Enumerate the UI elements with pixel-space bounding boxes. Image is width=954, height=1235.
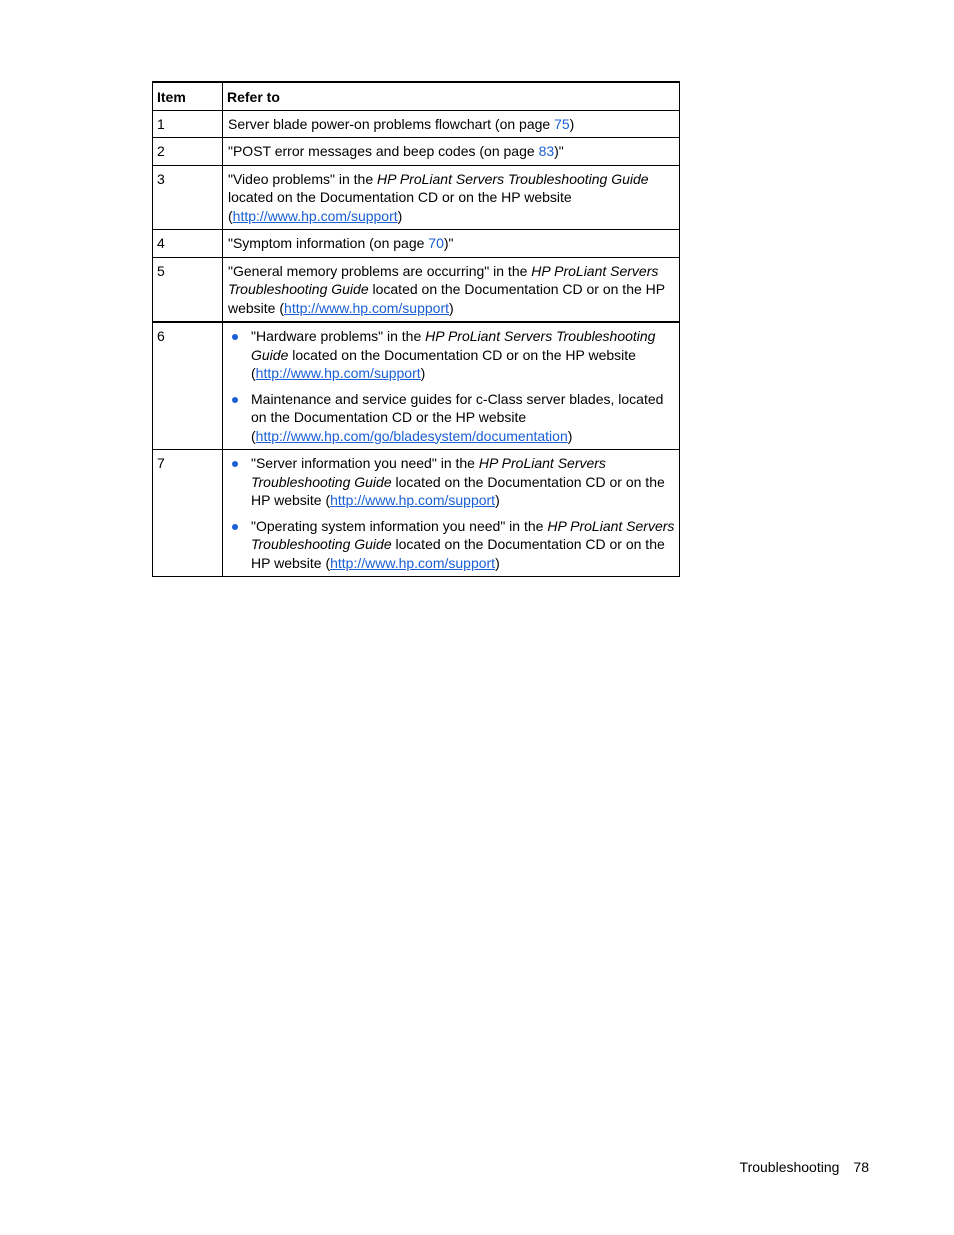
row-reference: [223, 257, 680, 322]
row-reference: [223, 110, 680, 138]
ref-text: ): [569, 115, 575, 132]
table-header-row: [153, 82, 680, 110]
row-reference: [223, 450, 680, 577]
ref-text: ): [567, 427, 573, 444]
ref-text: ): [397, 207, 403, 224]
row-item-number: 4: [153, 230, 223, 258]
footer-section-title: Troubleshooting: [739, 1159, 840, 1175]
row-item-number: 3: [153, 165, 223, 230]
support-link[interactable]: http://www.hp.com/support: [330, 554, 496, 571]
bullet-icon: [232, 334, 238, 340]
table-row: [153, 165, 680, 230]
bullet-icon: [232, 461, 238, 467]
ref-text: ): [420, 365, 426, 381]
guide-title: HP ProLiant Servers Troubleshooting Guide: [251, 328, 656, 363]
row-item-number: 6: [153, 322, 223, 450]
row-item-number: 5: [153, 257, 223, 322]
ref-text: Server blade power-on problems flowchart (on page: [228, 115, 555, 132]
support-link[interactable]: http://www.hp.com/support: [255, 365, 421, 381]
table-row: [153, 230, 680, 258]
page-footer: [740, 1158, 869, 1177]
row-reference: [223, 230, 680, 258]
reference-table: [152, 81, 680, 577]
ref-text: "Hardware problems" in the: [251, 328, 426, 344]
ref-text: "General memory problems are occurring" in the: [228, 262, 532, 279]
bullet-list: [228, 327, 675, 445]
ref-text: ): [495, 492, 500, 508]
bullet-list: [228, 454, 675, 572]
footer-page-number: 78: [853, 1159, 869, 1175]
guide-title: HP ProLiant Servers Troubleshooting Guide: [377, 170, 649, 187]
table-row: [153, 257, 680, 322]
guide-title: HP ProLiant Servers Troubleshooting Guide: [228, 262, 659, 297]
page-link[interactable]: 75: [554, 115, 570, 132]
page-link[interactable]: 70: [428, 235, 444, 251]
row-reference: [223, 138, 680, 166]
ref-text: located on the Documentation CD or on the HP website (: [251, 346, 636, 381]
support-link[interactable]: http://www.hp.com/support: [284, 299, 449, 316]
guide-title: HP ProLiant Servers Troubleshooting Guide: [251, 517, 675, 552]
ref-text: located on the Documentation CD or on the HP website (: [251, 536, 665, 571]
ref-text: "Operating system information you need" in the: [251, 517, 548, 534]
ref-text: "Video problems" in the: [228, 170, 377, 187]
header-refer-to: Refer to: [223, 82, 680, 110]
list-item: [228, 454, 675, 510]
table-row: [153, 322, 680, 450]
ref-text: Maintenance and service guides for c-Class server blades, located on the Documentation CD or the HP website (: [251, 390, 664, 444]
row-item-number: 1: [153, 110, 223, 138]
table-row: [153, 450, 680, 577]
ref-text: located on the Documentation CD or on the HP website (: [228, 189, 572, 224]
bullet-icon: [232, 524, 238, 530]
row-reference: [223, 322, 680, 450]
header-item: Item: [153, 82, 223, 110]
ref-text: "Symptom information (on page: [228, 235, 429, 251]
guide-title: HP ProLiant Servers Troubleshooting Guide: [251, 455, 606, 490]
row-reference: [223, 165, 680, 230]
support-link[interactable]: http://www.hp.com/support: [232, 207, 398, 224]
table-row: [153, 110, 680, 138]
ref-text: )": [443, 235, 454, 251]
ref-text: "Server information you need" in the: [251, 455, 479, 471]
ref-text: located on the Documentation CD or on the HP website (: [251, 473, 665, 508]
list-item: [228, 390, 675, 446]
list-item: [228, 327, 675, 383]
list-item: [228, 517, 675, 573]
ref-text: )": [554, 143, 564, 159]
ref-text: ): [495, 554, 500, 571]
page-link[interactable]: 83: [538, 143, 555, 159]
ref-text: located on the Documentation CD or on the HP website (: [228, 281, 665, 316]
support-link[interactable]: http://www.hp.com/support: [330, 492, 496, 508]
table-row: [153, 138, 680, 166]
ref-text: "POST error messages and beep codes (on page: [228, 143, 539, 159]
documentation-link[interactable]: http://www.hp.com/go/bladesystem/documentation: [255, 427, 568, 444]
bullet-icon: [232, 397, 238, 403]
ref-text: ): [449, 299, 454, 316]
row-item-number: 2: [153, 138, 223, 166]
row-item-number: 7: [153, 450, 223, 577]
